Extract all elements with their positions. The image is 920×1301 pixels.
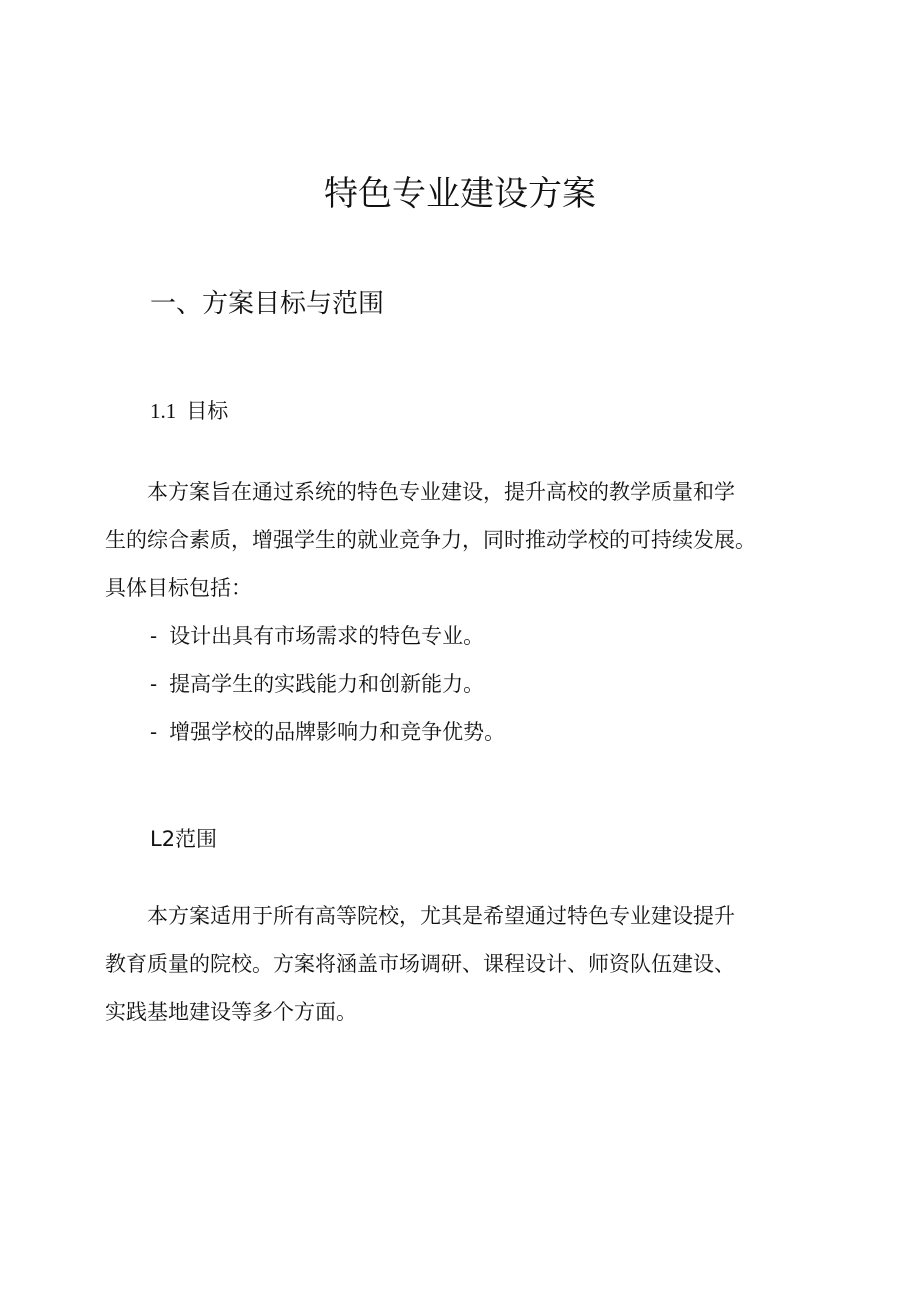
goal-bullet-list	[150, 612, 505, 756]
bullet-dash: -	[150, 624, 158, 648]
list-item: - 设计出具有市场需求的特色专业。	[150, 624, 485, 648]
goal-paragraph	[105, 468, 817, 612]
subsection-heading-1-2: L2范围	[150, 827, 218, 851]
subsection-heading-1-1	[150, 396, 228, 426]
subsection-number: 1.1	[150, 399, 177, 423]
paragraph-line: 实践基地建设等多个方面。	[105, 1000, 357, 1024]
paragraph-line: 教育质量的院校。方案将涵盖市场调研、课程设计、师资队伍建设、	[105, 952, 735, 976]
list-item: - 增强学校的品牌影响力和竞争优势。	[150, 720, 506, 744]
scope-paragraph	[105, 892, 817, 1036]
paragraph-line: 本方案旨在通过系统的特色专业建设，提升高校的教学质量和学	[147, 480, 735, 504]
bullet-dash: -	[150, 672, 158, 696]
bullet-dash: -	[150, 720, 158, 744]
subsection-title: 目标	[186, 399, 229, 423]
paragraph-line: 具体目标包括：	[105, 576, 252, 600]
paragraph-line: 生的综合素质，增强学生的就业竞争力，同时推动学校的可持续发展。	[105, 528, 756, 552]
section-heading-1: 一、方案目标与范围	[150, 289, 385, 319]
paragraph-line: 本方案适用于所有高等院校，尤其是希望通过特色专业建设提升	[147, 904, 735, 928]
document-title: 特色专业建设方案	[324, 174, 596, 214]
list-item: - 提高学生的实践能力和创新能力。	[150, 672, 485, 696]
